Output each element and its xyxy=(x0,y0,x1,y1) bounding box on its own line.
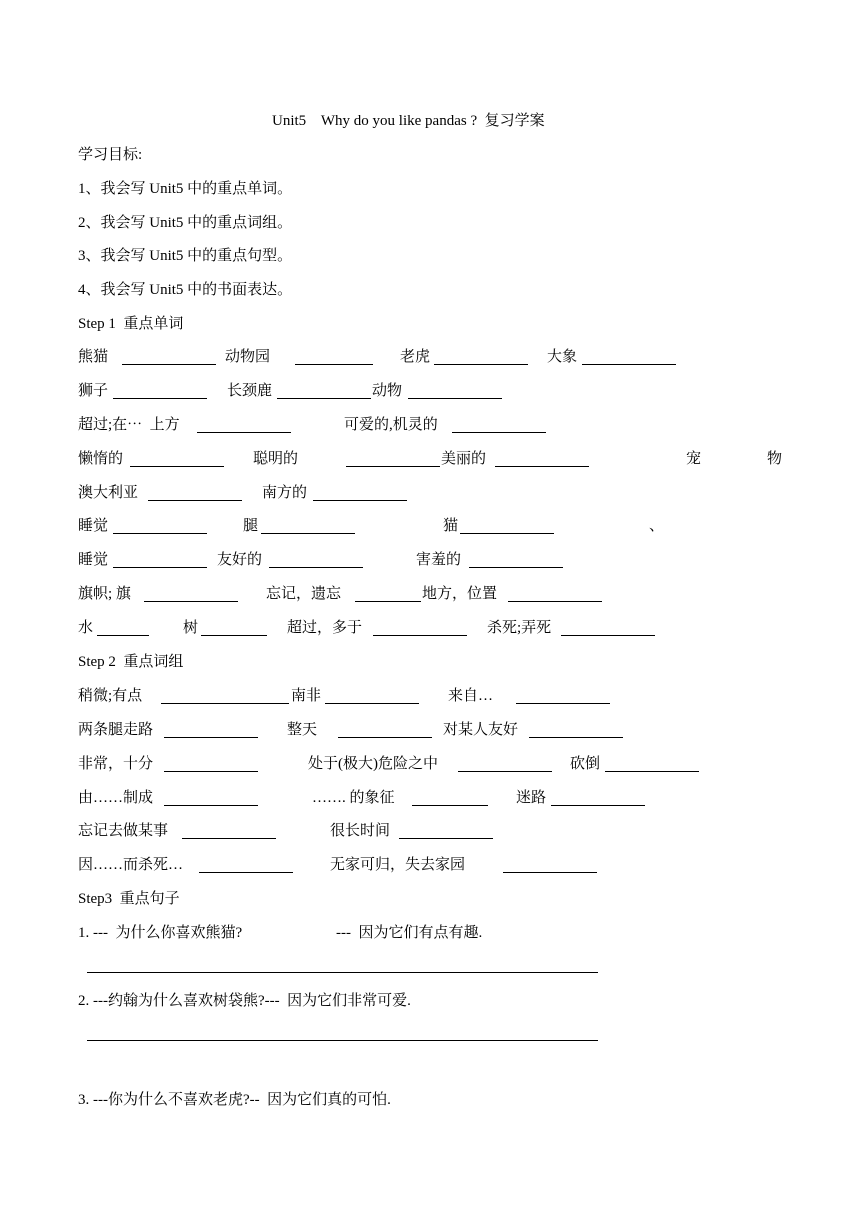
word-label: 超过，多于 xyxy=(287,620,363,636)
answer-line[interactable] xyxy=(87,1040,598,1041)
answer-blank[interactable] xyxy=(529,737,623,738)
answer-blank[interactable] xyxy=(325,703,419,704)
punctuation: 、 xyxy=(649,518,665,534)
word-label: 友好的 xyxy=(217,552,263,568)
word-label: 南方的 xyxy=(262,485,308,501)
answer-blank[interactable] xyxy=(97,635,149,636)
answer-blank[interactable] xyxy=(164,805,258,806)
sentence-question: 1. --- 为什么你喜欢熊猫? xyxy=(78,925,243,941)
sentence-question: 3. ---你为什么不喜欢老虎?-- 因为它们真的可怕. xyxy=(78,1092,391,1108)
sentence-question: 2. ---约翰为什么喜欢树袋熊?--- 因为它们非常可爱. xyxy=(78,993,411,1009)
answer-blank[interactable] xyxy=(313,500,407,501)
word-label: 猫 xyxy=(443,518,459,534)
answer-blank[interactable] xyxy=(458,771,552,772)
phrase-label: 处于(极大)危险之中 xyxy=(308,756,438,772)
answer-blank[interactable] xyxy=(130,466,224,467)
answer-blank[interactable] xyxy=(460,533,554,534)
answer-blank[interactable] xyxy=(295,364,373,365)
word-label: 旗帜; 旗 xyxy=(78,586,131,602)
word-label: 老虎 xyxy=(400,349,431,365)
answer-blank[interactable] xyxy=(355,601,421,602)
word-label: 杀死;弄死 xyxy=(487,620,552,636)
word-label: 睡觉 xyxy=(78,518,109,534)
word-label: 超过;在⋯ 上方 xyxy=(78,417,180,433)
word-label: 懒惰的 xyxy=(78,451,124,467)
sentence-answer: --- 因为它们有点有趣. xyxy=(336,925,483,941)
answer-blank[interactable] xyxy=(164,771,258,772)
answer-blank[interactable] xyxy=(469,567,563,568)
answer-blank[interactable] xyxy=(122,364,216,365)
word-label: 忘记，遗忘 xyxy=(266,586,342,602)
phrase-label: 迷路 xyxy=(516,790,547,806)
phrase-label: 稍微;有点 xyxy=(78,688,143,704)
word-label: 物 xyxy=(767,451,783,467)
phrase-label: 由……制成 xyxy=(78,790,154,806)
answer-blank[interactable] xyxy=(373,635,467,636)
answer-blank[interactable] xyxy=(148,500,242,501)
answer-blank[interactable] xyxy=(277,398,371,399)
word-label: 可爱的,机灵的 xyxy=(344,417,438,433)
word-label: 大象 xyxy=(547,349,578,365)
answer-blank[interactable] xyxy=(346,466,440,467)
word-label: 美丽的 xyxy=(441,451,487,467)
step3-heading: Step3 重点句子 xyxy=(78,891,180,907)
page-title: Unit5 Why do you like pandas ? 复习学案 xyxy=(272,113,545,129)
phrase-label: 对某人友好 xyxy=(443,722,519,738)
answer-blank[interactable] xyxy=(182,838,276,839)
objective-item: 3、我会写 Unit5 中的重点句型。 xyxy=(78,248,293,264)
objective-item: 4、我会写 Unit5 中的书面表达。 xyxy=(78,282,293,298)
answer-blank[interactable] xyxy=(412,805,488,806)
answer-blank[interactable] xyxy=(508,601,602,602)
answer-blank[interactable] xyxy=(161,703,289,704)
phrase-label: ……. 的象征 xyxy=(312,790,395,806)
phrase-label: 无家可归，失去家园 xyxy=(330,857,466,873)
answer-blank[interactable] xyxy=(261,533,355,534)
objectives-heading: 学习目标: xyxy=(78,147,143,163)
word-label: 宠 xyxy=(686,451,702,467)
phrase-label: 因……而杀死… xyxy=(78,857,184,873)
answer-blank[interactable] xyxy=(434,364,528,365)
answer-blank[interactable] xyxy=(503,872,597,873)
answer-blank[interactable] xyxy=(164,737,258,738)
answer-blank[interactable] xyxy=(269,567,363,568)
phrase-label: 两条腿走路 xyxy=(78,722,154,738)
word-label: 水 xyxy=(78,620,94,636)
phrase-label: 来自… xyxy=(448,688,494,704)
phrase-label: 忘记去做某事 xyxy=(78,823,169,839)
word-label: 澳大利亚 xyxy=(78,485,139,501)
word-label: 熊猫 xyxy=(78,349,109,365)
answer-blank[interactable] xyxy=(408,398,502,399)
word-label: 地方，位置 xyxy=(422,586,498,602)
answer-blank[interactable] xyxy=(582,364,676,365)
answer-blank[interactable] xyxy=(113,398,207,399)
phrase-label: 砍倒 xyxy=(570,756,601,772)
answer-line[interactable] xyxy=(87,972,598,973)
answer-blank[interactable] xyxy=(551,805,645,806)
answer-blank[interactable] xyxy=(516,703,610,704)
answer-blank[interactable] xyxy=(113,533,207,534)
word-label: 害羞的 xyxy=(416,552,462,568)
answer-blank[interactable] xyxy=(199,872,293,873)
answer-blank[interactable] xyxy=(144,601,238,602)
phrase-label: 整天 xyxy=(287,722,318,738)
answer-blank[interactable] xyxy=(605,771,699,772)
answer-blank[interactable] xyxy=(495,466,589,467)
objective-item: 2、我会写 Unit5 中的重点词组。 xyxy=(78,215,293,231)
word-label: 动物 xyxy=(372,383,403,399)
word-label: 长颈鹿 xyxy=(227,383,273,399)
answer-blank[interactable] xyxy=(201,635,267,636)
step2-heading: Step 2 重点词组 xyxy=(78,654,184,670)
objective-item: 1、我会写 Unit5 中的重点单词。 xyxy=(78,181,293,197)
word-label: 树 xyxy=(183,620,199,636)
phrase-label: 非常，十分 xyxy=(78,756,154,772)
answer-blank[interactable] xyxy=(113,567,207,568)
phrase-label: 很长时间 xyxy=(330,823,391,839)
step1-heading: Step 1 重点单词 xyxy=(78,316,184,332)
phrase-label: 南非 xyxy=(291,688,322,704)
answer-blank[interactable] xyxy=(197,432,291,433)
word-label: 动物园 xyxy=(225,349,271,365)
word-label: 睡觉 xyxy=(78,552,109,568)
word-label: 腿 xyxy=(243,518,259,534)
answer-blank[interactable] xyxy=(452,432,546,433)
answer-blank[interactable] xyxy=(338,737,432,738)
answer-blank[interactable] xyxy=(399,838,493,839)
word-label: 狮子 xyxy=(78,383,109,399)
answer-blank[interactable] xyxy=(561,635,655,636)
word-label: 聪明的 xyxy=(253,451,299,467)
